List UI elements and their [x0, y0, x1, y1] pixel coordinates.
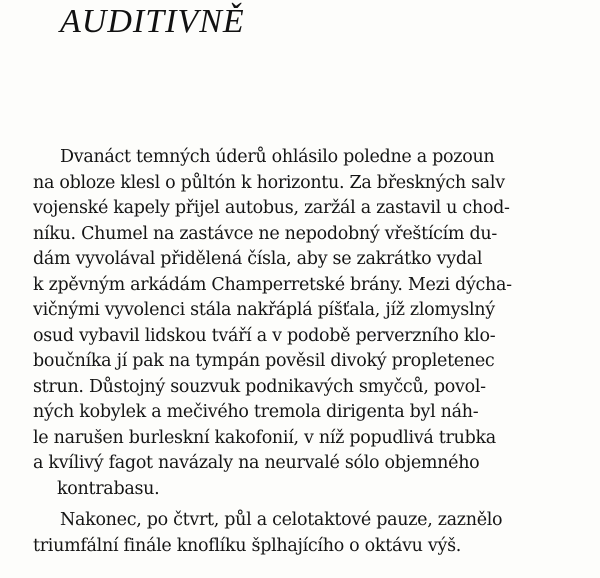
- text-line: a kvílivý fagot navázaly na neurvalé sólo objemného: [33, 453, 480, 473]
- text-line: kontrabasu.: [57, 478, 160, 499]
- text-line: strun. Důstojný souzvuk podnikavých smyčců, povol-: [33, 376, 486, 397]
- text-line: vičnými vyvolenci stála nakřáplá píšťala, jíž zlomyslný: [33, 300, 495, 320]
- text-line: Dvanáct temných úderů ohlásilo poledne a pozoun: [60, 147, 495, 167]
- paragraph-1: [33, 145, 590, 502]
- text-line: ných kobylek a mečivého tremola dirigenta byl náh-: [33, 402, 479, 422]
- text-line: le narušen burleskní kakofonií, v níž popudlivá trubka: [33, 427, 496, 448]
- chapter-title: AUDITIVNĚ: [60, 3, 245, 40]
- text-line: k zpěvným arkádám Champerretské brány. Mezi dýcha-: [33, 274, 512, 295]
- body-text: [33, 145, 590, 559]
- text-line: osud vybavil lidskou tváří a v podobě perverzního klo-: [33, 325, 496, 346]
- text-line: vojenské kapely přijel autobus, zaržál a zastavil u chod-: [33, 198, 510, 218]
- text-line: triumfální finále knoflíku šplhajícího o oktávu výš.: [33, 535, 462, 556]
- text-line: níku. Chumel na zastávce ne nepodobný vřeštícím du-: [33, 223, 497, 244]
- text-line: na obloze klesl o půltón k horizontu. Za břeskných salv: [33, 172, 505, 193]
- paragraph-2: [33, 508, 590, 559]
- text-line: boučníka jí pak na tympán pověsil divoký propletenec: [33, 351, 495, 371]
- text-line: dám vyvolával přidělená čísla, aby se zakrátko vydal: [33, 249, 483, 269]
- text-line: Nakonec, po čtvrt, půl a celotaktové pauze, zaznělo: [60, 510, 503, 530]
